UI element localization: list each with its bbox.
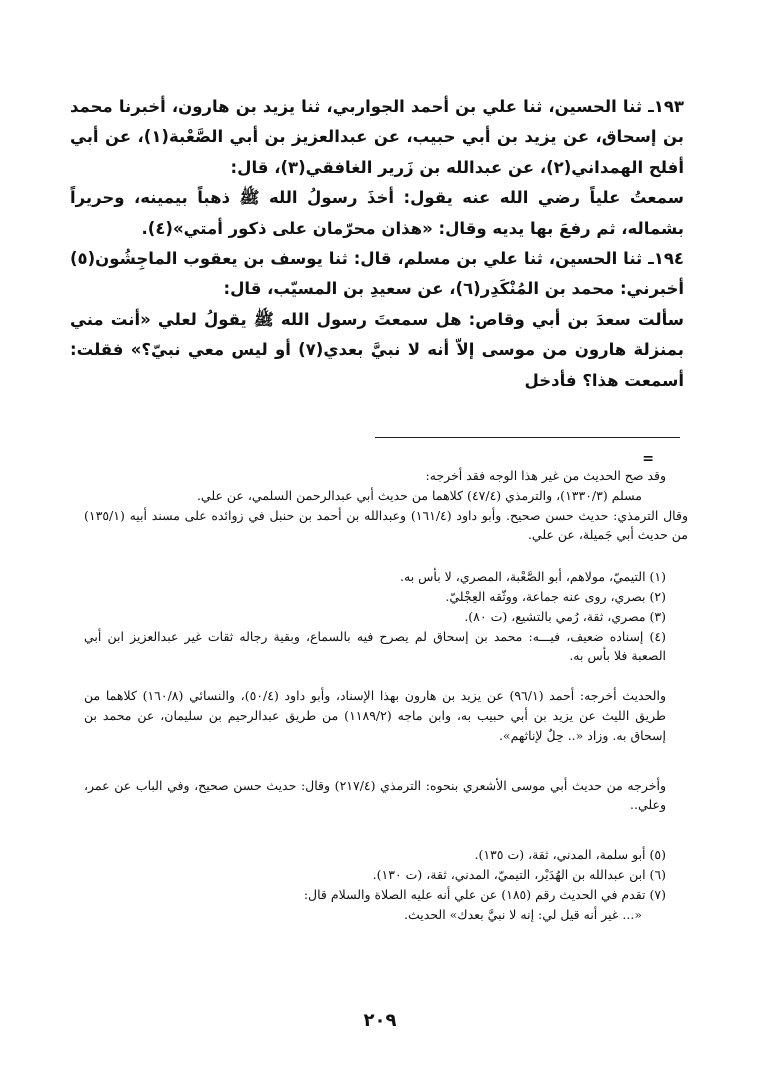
hadith-193-isnad: ١٩٣ـ ثنا الحسين، ثنا علي بن أحمد الجواربي، ثنا يزيد بن هارون، أخبرنا محمد بن إسحاق، عن يزيد بن أبي حبيب، عن عبدالعزيز بن أبي الصَّعْبة(١)، عن أبي أفلح الهمداني(٢)، عن عبدالله بن زَرير الغافقي(٣)، قال: [70, 97, 684, 177]
footnote-muslim: مسلم (١٣٣٠/٣)، والترمذي (٤٧/٤) كلاهما من حديث أبي عبدالرحمن السلمي، عن علي. [196, 487, 642, 503]
footnote-takhrij: والحديث أخرجه: أحمد (٩٦/١) عن يزيد بن هارون بهذا الإسناد، وأبو داود (٥٠/٤)، والنسائي (١٦٠/٨) كلاهما من طريق الليث عن يزيد بن أبي حبيب به، وابن ماجه (١١٨٩/٢) من طريق عبدالرحيم بن سليمان، عن محمد بن إسحاق به. وزاد «.. حِلٌ لإناثهم». [84, 688, 666, 743]
footnote-4: (٤) إسناده ضعيف، فيـــه: محمد بن إسحاق لم يصرح فيه بالسماع، وبقية رجاله ثقات غير عبدالعزيز ابن أبي الصعبة فلا بأس به. [84, 628, 666, 664]
footnote-7: (٧) تقدم في الحديث رقم (١٨٥) عن علي أنه عليه الصلاة والسلام قال: [303, 886, 666, 902]
hadith-193-matn: سمعتُ علياً رضي الله عنه يقول: أخذَ رسولُ الله ﷺ ذهباً بيمينه، وحريراً بشماله، ثم رفعَ بها يديه وقال: «هذان محرّمان على ذكور أمتي»(٤). [70, 188, 684, 238]
footnote-2: (٢) بصري، روى عنه جماعة، ووثّقه العِجْليّ. [445, 588, 666, 604]
footnote-1: (١) التيميّ، مولاهم، أبو الصَّعْبة، المصري، لا بأس به. [400, 569, 666, 585]
footnotes [84, 452, 688, 924]
footnote-abu-musa: وأخرجه من حديث أبي موسى الأشعري بنحوه: الترمذي (٢١٧/٤) وقال: حديث حسن صحيح، وفي الباب عن عمر، وعلي.. [84, 777, 666, 813]
footnote-3: (٣) مصري، ثقة، رُمي بالتشيع، (ت ٨٠). [464, 608, 666, 624]
main-text [70, 92, 684, 396]
footnote-5: (٥) أبو سلمة، المدني، ثقة، (ت ١٣٥). [474, 847, 666, 863]
footnote-tirmidhi: وقال الترمذي: حديث حسن صحيح. وأبو داود (١٦١/٤) وعبدالله بن أحمد بن حنبل في زوائده على مسند أبيه (١٣٥/١) من حديث أبي جَميلة، عن علي. [84, 507, 688, 543]
continuation-mark: = [642, 451, 654, 467]
footnote-divider [375, 437, 680, 438]
page-number: ٢٠٩ [363, 1010, 397, 1031]
footnote-6: (٦) ابن عبدالله بن الهُدَيْر، التيميّ، المدني، ثقة، (ت ١٣٠). [372, 866, 666, 882]
footnote-7-quote: «... غير أنه قيل لي: إنه لا نبيَّ بعدك» الحديث. [404, 906, 642, 922]
hadith-194-matn: سألت سعدَ بن أبي وقاص: هل سمعتَ رسول الله ﷺ يقولُ لعلي «أنت مني بمنزلة هارون من موسى إلاّ أنه لا نبيَّ بعدي(٧) أو ليس معي نبيّ؟» فقلت: أسمعت هذا؟ فأدخل [70, 309, 684, 390]
hadith-194-isnad: ١٩٤ـ ثنا الحسين، ثنا علي بن مسلم، قال: ثنا يوسف بن يعقوب الماجِشُون(٥) أخبرني: محمد بن المُنْكَدِر(٦)، عن سعيدِ بن المسيّب، قال: [70, 249, 684, 299]
footnote-intro: وقد صح الحديث من غير هذا الوجه فقد أخرجه: [425, 468, 666, 483]
